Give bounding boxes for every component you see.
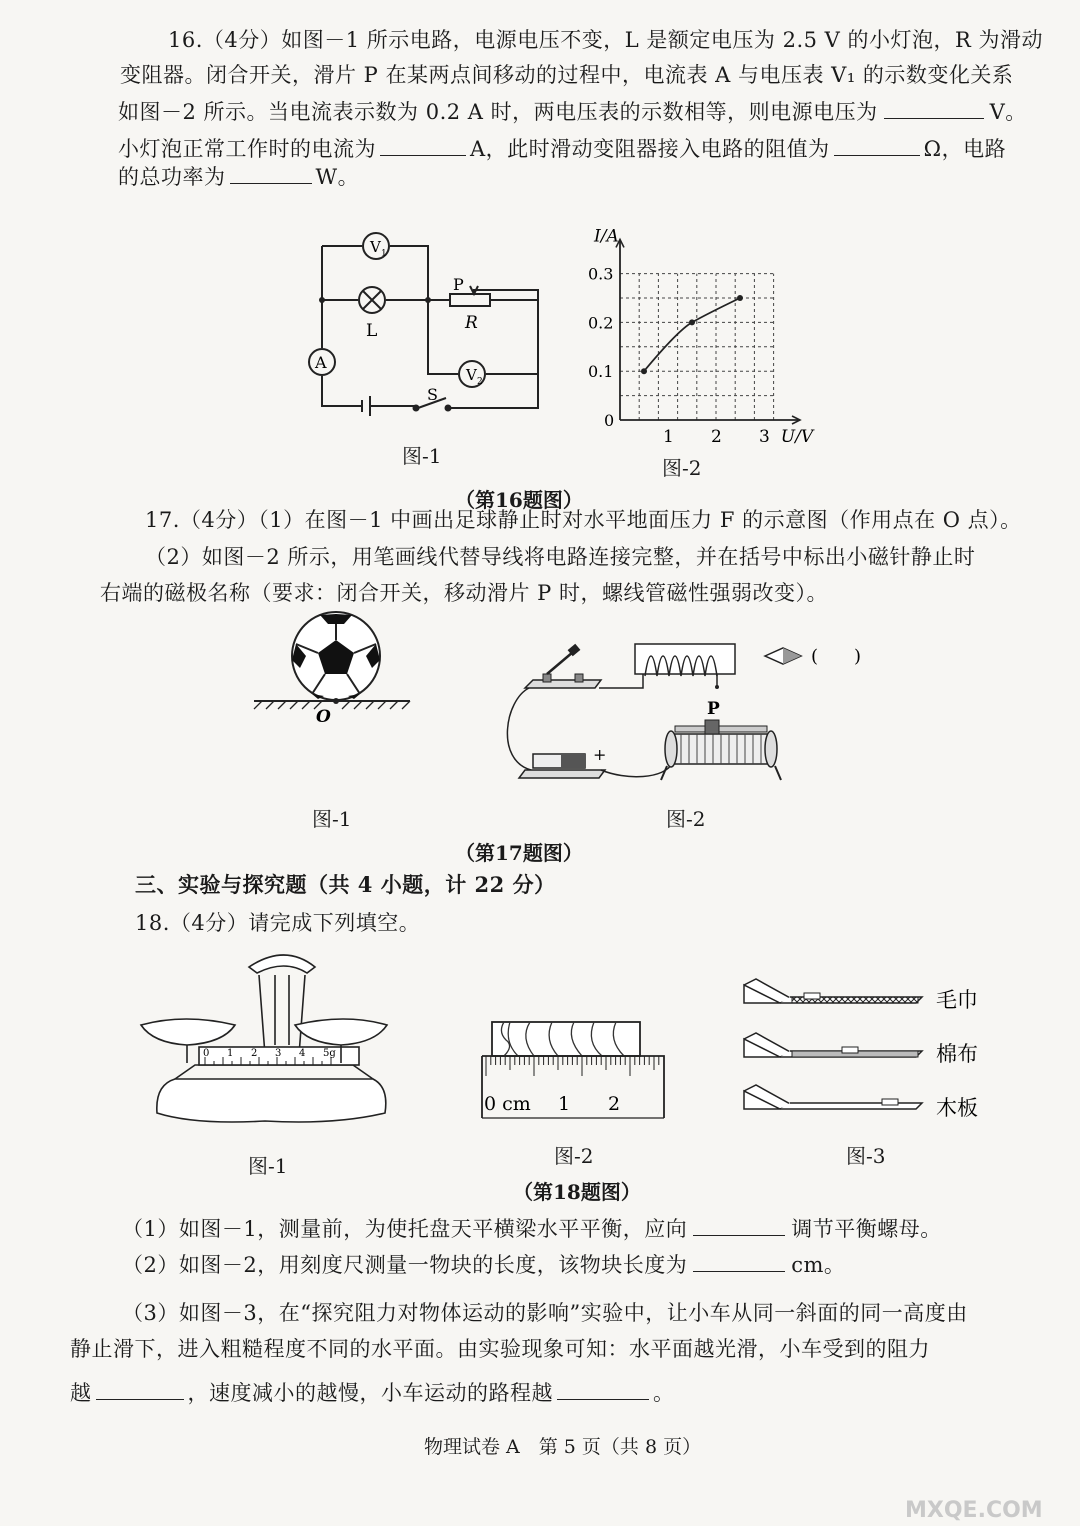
q18-fig1-caption: 图-1 [248, 1154, 288, 1178]
balance-scale-number: 2 [251, 1048, 258, 1059]
resistor-label: R [465, 313, 478, 333]
lamp-label: L [366, 321, 378, 341]
balance-scale-number: 0 [203, 1048, 210, 1059]
q18-p3-line3: 越 ，速度减小的越慢，小车运动的路程越 。 [70, 1381, 675, 1405]
q16-iu-chart [580, 225, 840, 450]
q16-blank-current[interactable] [380, 135, 466, 156]
watermark-text: MXQE.COM [905, 1498, 1043, 1523]
q18-p2: （2）如图－2，用刻度尺测量一物块的长度，该物块长度为 cm。 [122, 1253, 846, 1277]
data-point [737, 295, 743, 301]
q17-line2: （2）如图－2 所示，用笔画线代替导线将电路连接完整，并在括号中标出小磁针静止时 [145, 545, 976, 569]
section-3-title: 三、实验与探究题（共 4 小题，计 22 分） [135, 872, 556, 897]
q16-fig2-caption: 图-2 [662, 456, 702, 480]
q17-fig1-caption: 图-1 [312, 807, 352, 831]
y-tick-label: 0.1 [588, 362, 614, 382]
x-tick-label: 3 [759, 427, 770, 447]
q16-line4: 小灯泡正常工作时的电流为 A，此时滑动变阻器接入电路的阻值为 Ω，电路 [118, 137, 1007, 161]
q17-electromagnet-figure [495, 630, 885, 795]
q18-p1: （1）如图－1，测量前，为使托盘天平横梁水平平衡，应向 调节平衡螺母。 [122, 1217, 942, 1241]
balance-scale-number: 1 [227, 1048, 234, 1059]
v2-label: V [466, 366, 477, 384]
q17-line1: 17.（4分）（1）在图－1 中画出足球静止时对水平地面压力 F 的示意图（作用点在 O 点）。 [145, 508, 1022, 532]
q16-line5: 的总功率为 W。 [118, 165, 360, 189]
q18-ruler-figure [474, 1022, 670, 1118]
ruler-label: 0 cm [484, 1093, 531, 1115]
q17-fig2-caption: 图-2 [666, 807, 706, 831]
data-point [689, 319, 695, 325]
balance-scale-number: 5g [323, 1048, 336, 1059]
q17-figure-caption: （第17题图） [455, 841, 583, 865]
cart-icon [842, 1047, 858, 1053]
q18-fig2-caption: 图-2 [554, 1144, 594, 1168]
y-tick-label: 0.2 [588, 313, 614, 333]
balance-scale-number: 4 [299, 1048, 306, 1059]
q18-intro: 18.（4分）请完成下列填空。 [135, 911, 421, 935]
q16-figure-caption: （第16题图） [455, 488, 583, 512]
ruler-label: 2 [608, 1093, 621, 1115]
y-axis-label: I/A [594, 226, 619, 247]
cart-icon [882, 1099, 898, 1105]
page-footer: 物理试卷 A 第 5 页（共 8 页） [424, 1436, 702, 1458]
ruler-label: 1 [558, 1093, 571, 1115]
q17-line3: 右端的磁极名称（要求：闭合开关，移动滑片 P 时，螺线管磁性强弱改变）。 [100, 581, 828, 605]
slider-label: P [453, 275, 464, 294]
cart-icon [804, 993, 820, 999]
surface-label-cotton: 棉布 [936, 1042, 978, 1066]
x-tick-label: 2 [711, 427, 722, 447]
q16-circuit-diagram [300, 228, 560, 428]
origin-label: 0 [604, 411, 615, 430]
v2-subscript: 2 [477, 377, 483, 387]
q16-line1: 16.（4分）如图－1 所示电路，电源电压不变，L 是额定电压为 2.5 V 的小灯泡，R 为滑动 [168, 28, 1043, 52]
v1-subscript: 1 [381, 249, 387, 259]
q16-blank-voltage[interactable] [884, 98, 984, 119]
q18-ramp-figure [740, 975, 1000, 1125]
battery-plus-label: + [593, 745, 607, 764]
knife-switch-icon [525, 644, 601, 688]
x-tick-label: 1 [663, 427, 674, 447]
data-point [641, 368, 647, 374]
solenoid-icon [635, 644, 735, 676]
rheostat-icon [661, 720, 781, 780]
q18-blank-resistance-size[interactable] [96, 1379, 184, 1400]
v1-label: V [370, 238, 381, 256]
q16-blank-resistance[interactable] [834, 135, 920, 156]
q18-fig3-caption: 图-3 [846, 1144, 886, 1168]
q18-blank-direction[interactable] [693, 1215, 785, 1236]
q18-blank-distance[interactable] [557, 1379, 649, 1400]
x-axis-label: U/V [780, 427, 814, 447]
point-o-label: O [316, 707, 331, 727]
q16-fig1-caption: 图-1 [402, 444, 442, 468]
q16-line2: 变阻器。闭合开关，滑片 P 在某两点间移动的过程中，电流表 A 与电压表 V₁ 的示数变化关系 [120, 63, 1014, 87]
q18-p3-line1: （3）如图－3，在“探究阻力对物体运动的影响”实验中，让小车从同一斜面的同一高度由 [122, 1301, 968, 1325]
q18-figure-caption: （第18题图） [513, 1180, 641, 1204]
surface-label-wood: 木板 [936, 1096, 978, 1120]
q16-line3: 如图－2 所示。当电流表示数为 0.2 A 时，两电压表的示数相等，则电源电压为 V。 [118, 100, 1027, 124]
switch-label: S [427, 385, 438, 404]
q18-p3-line2: 静止滑下，进入粗糙程度不同的水平面。由实验现象可知：水平面越光滑，小车受到的阻力 [70, 1337, 930, 1361]
surface-label-towel: 毛巾 [936, 988, 978, 1012]
q18-blank-length[interactable] [693, 1251, 785, 1272]
q18-balance-figure [135, 945, 395, 1130]
rheostat-slider-label: P [707, 699, 720, 719]
ammeter-label: A [315, 353, 327, 372]
y-tick-label: 0.3 [588, 264, 614, 284]
q17-football-figure [250, 610, 420, 725]
q16-blank-power[interactable] [230, 163, 312, 184]
pole-bracket[interactable]: ( ) [811, 646, 862, 667]
balance-scale-number: 3 [275, 1048, 282, 1059]
